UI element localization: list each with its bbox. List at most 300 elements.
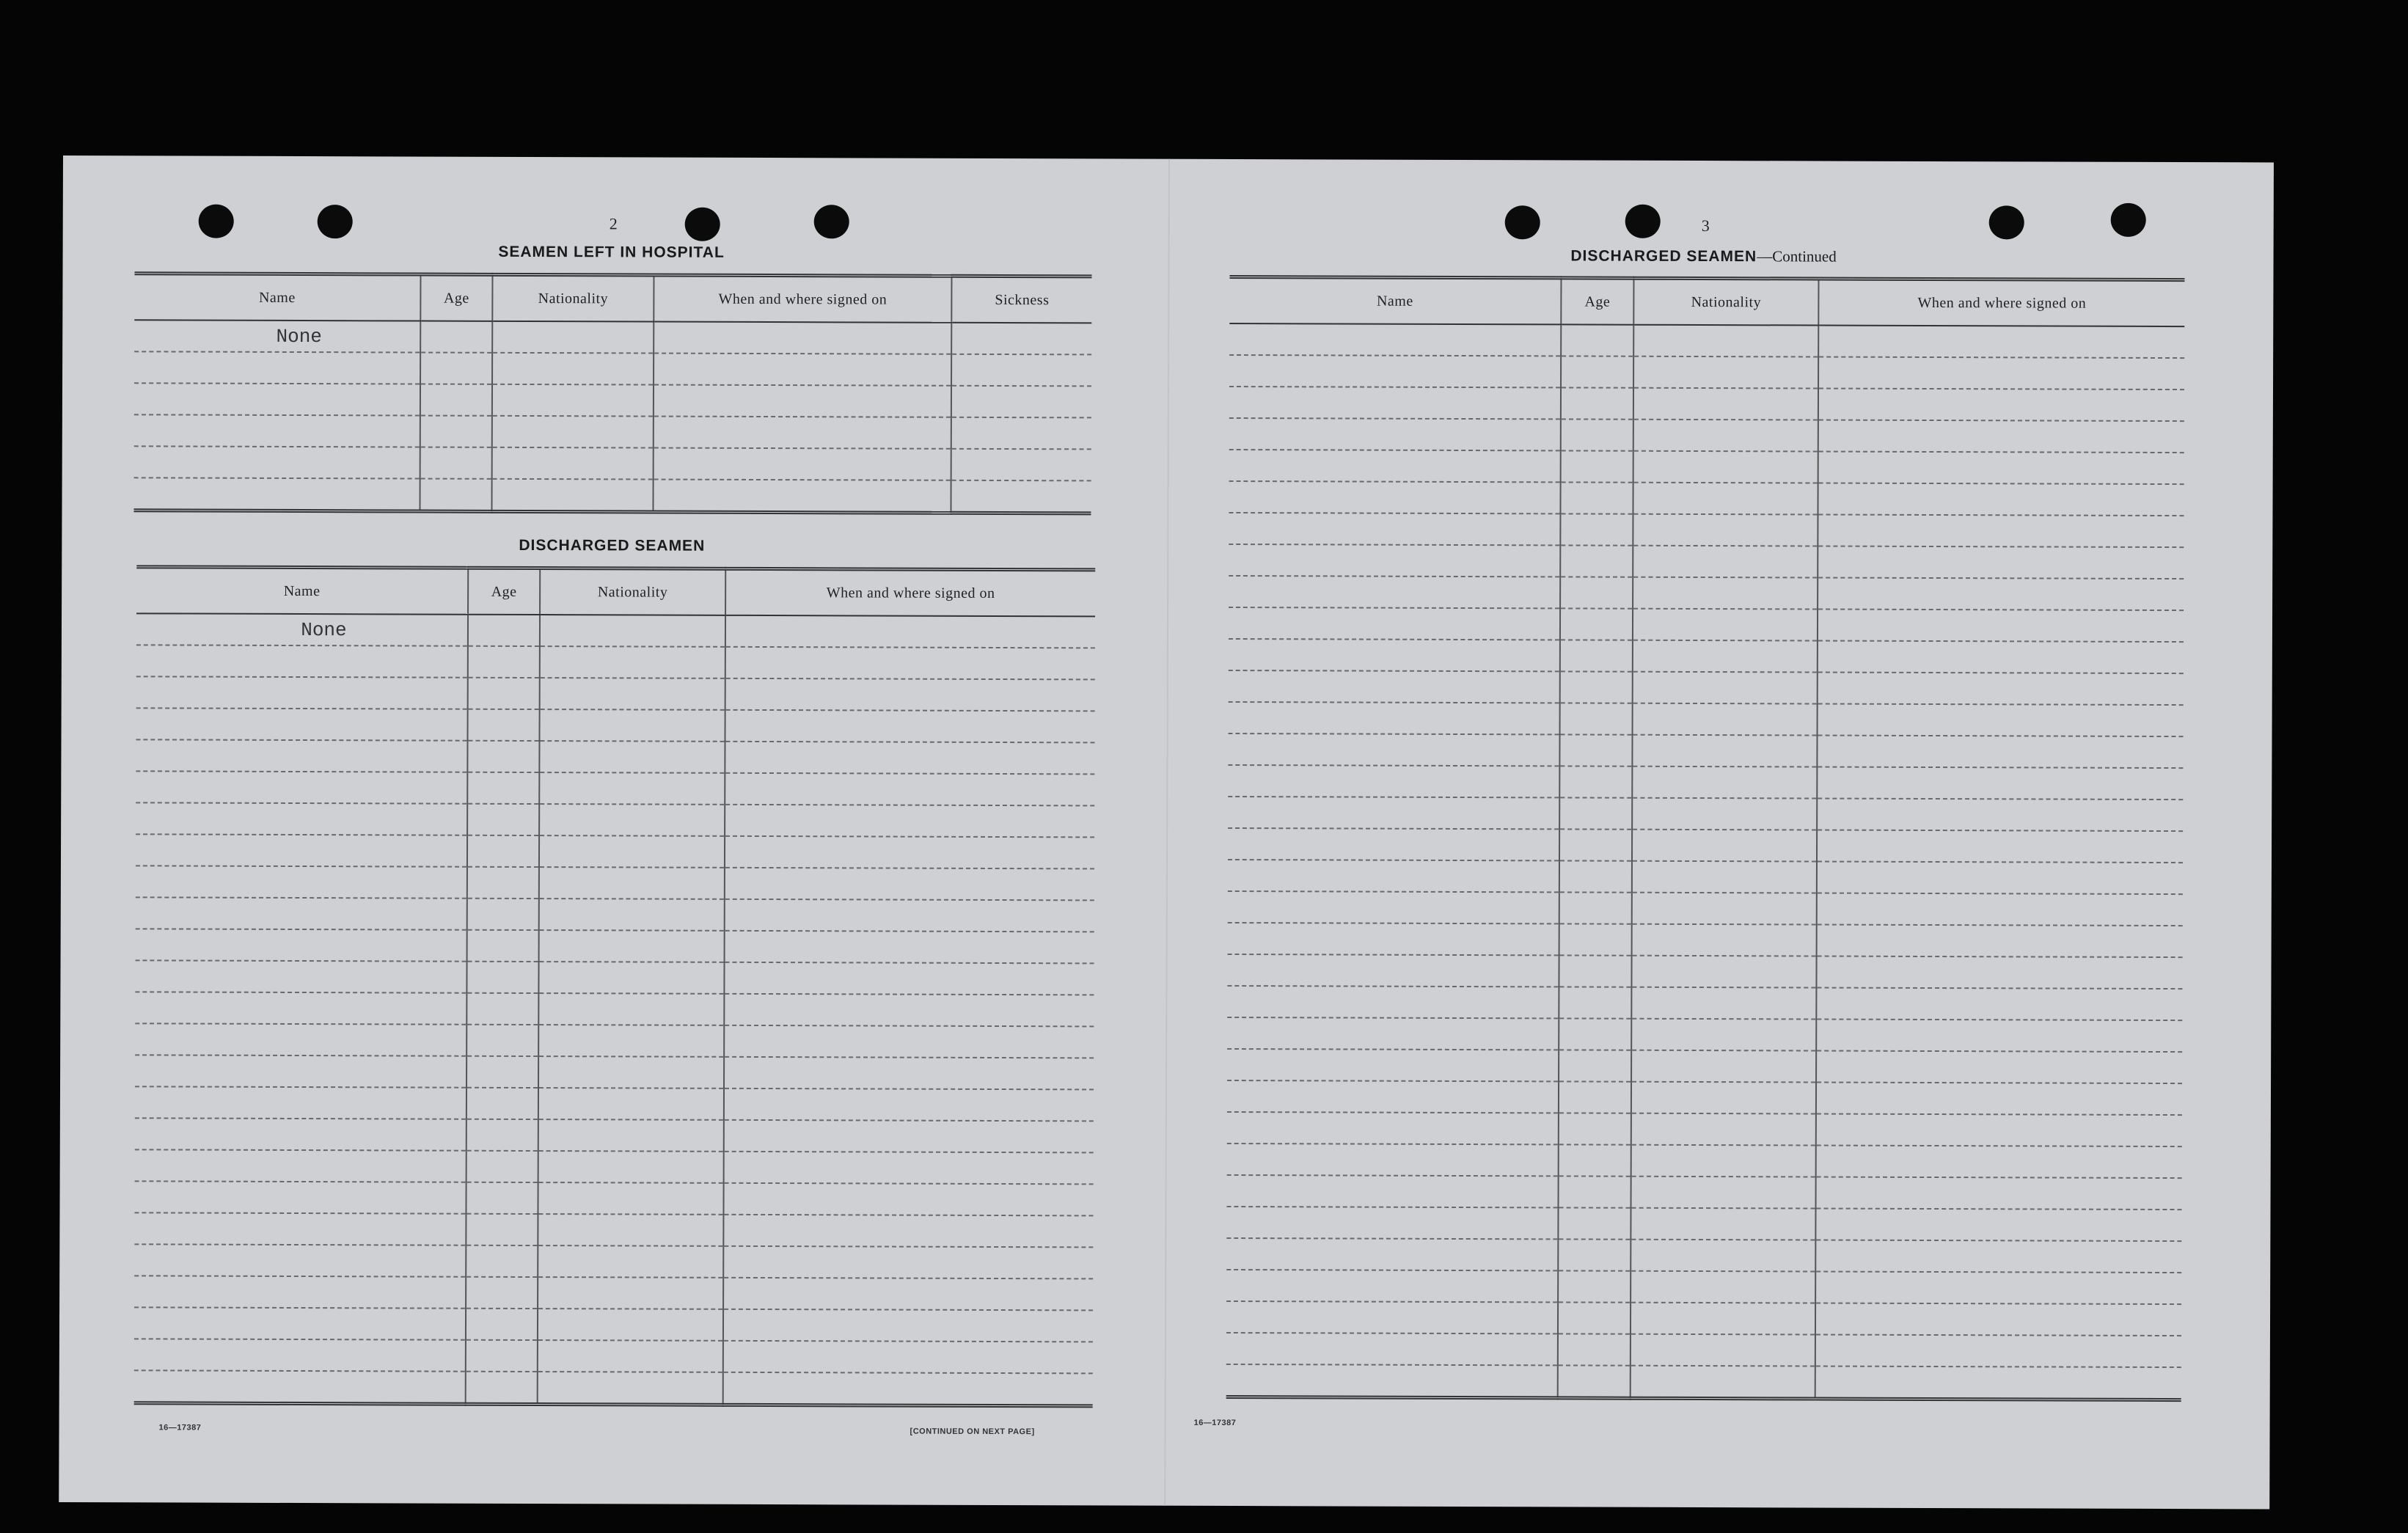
- table-cell: [538, 1277, 723, 1309]
- table-cell: [466, 1372, 538, 1405]
- table-cell: [134, 1212, 466, 1245]
- table-row: [1226, 1270, 2181, 1304]
- table-cell: [1229, 418, 1561, 450]
- table-row: [1228, 733, 2183, 768]
- table-cell: [136, 676, 468, 709]
- table-row: [1228, 860, 2183, 894]
- table-cell: [466, 1119, 538, 1151]
- table-cell: [1559, 987, 1631, 1018]
- table-cell: [1818, 610, 2184, 643]
- table-cell: [1632, 766, 1817, 799]
- table-cell: [1558, 1365, 1631, 1398]
- table-cell: [1816, 1051, 2182, 1084]
- table-row: [134, 414, 1091, 449]
- table-row: [1229, 481, 2184, 516]
- table-cell: [1226, 1238, 1558, 1270]
- table-row: [1228, 797, 2183, 831]
- table-row: [135, 1023, 1094, 1058]
- table-cell: [724, 962, 1094, 995]
- table-cell: [136, 708, 467, 740]
- table-row: [134, 1181, 1093, 1215]
- table-cell: [1818, 641, 2184, 674]
- table-cell: [1818, 357, 2184, 390]
- table-cell: [136, 771, 467, 803]
- table-cell: [1559, 955, 1631, 987]
- table-cell: [1559, 1081, 1631, 1113]
- table-cell: [951, 323, 1091, 355]
- table-cell: [466, 1025, 538, 1056]
- table-row: [1229, 355, 2184, 389]
- table-row: [134, 351, 1091, 386]
- table-cell: [725, 710, 1094, 743]
- table-cell: [467, 741, 539, 772]
- table-cell: [1815, 1303, 2181, 1336]
- table-cell: [725, 647, 1095, 680]
- table-row: [1226, 1207, 2181, 1241]
- table-cell: [538, 1245, 723, 1278]
- table-cell: [539, 772, 725, 805]
- table-cell: [723, 1183, 1093, 1216]
- table-cell: [1631, 1177, 1816, 1209]
- table-cell: [1816, 1114, 2182, 1147]
- column-header-when-and-where-signed-on: When and where signed on: [1818, 279, 2184, 326]
- table-cell: [1228, 765, 1559, 797]
- table-cell: [1229, 544, 1560, 577]
- table-cell: [1228, 828, 1559, 860]
- table-cell: [1226, 1364, 1558, 1398]
- left-page: [59, 156, 1168, 1506]
- table-row: [136, 929, 1094, 963]
- table-cell: [1560, 608, 1633, 640]
- table-cell: [1633, 325, 1818, 357]
- table-cell: [492, 353, 654, 385]
- table-cell: [1631, 956, 1816, 988]
- table-cell: [1631, 1019, 1816, 1051]
- table-cell: [1561, 387, 1633, 419]
- table-cell: [539, 741, 725, 773]
- table-cell: [725, 742, 1094, 775]
- table-cell: [1558, 1270, 1631, 1302]
- table-row: [134, 1339, 1093, 1373]
- table-row: [134, 1307, 1093, 1342]
- form-number: 16—17387: [1193, 1418, 1237, 1428]
- table-cell: [1816, 956, 2182, 989]
- table-cell: [1228, 891, 1559, 923]
- table-cell: [420, 447, 492, 479]
- table-cell: [1559, 1018, 1631, 1050]
- table-cell: [492, 416, 654, 448]
- table-cell: [654, 354, 951, 386]
- title-main: DISCHARGED SEAMEN: [1570, 247, 1757, 266]
- table-cell: [723, 1372, 1093, 1406]
- table-row: [1229, 607, 2184, 642]
- table-cell: [1561, 324, 1633, 356]
- table-row: [135, 1149, 1094, 1184]
- table-row: [1229, 450, 2184, 484]
- table-cell: [1559, 734, 1632, 766]
- table-cell: [467, 867, 539, 899]
- table-cell: [1815, 1272, 2181, 1305]
- table-cell: [538, 1119, 724, 1152]
- table-cell: [1227, 954, 1559, 987]
- form-number: 16—17387: [158, 1423, 202, 1433]
- table-cell: [1632, 735, 1817, 767]
- table-row: [134, 1212, 1093, 1247]
- table-row: [136, 802, 1094, 837]
- table-row: [1228, 923, 2183, 957]
- table-cell: [466, 1309, 538, 1340]
- table-cell: [723, 1341, 1093, 1374]
- table-cell: [538, 1340, 723, 1372]
- table-cell: [135, 1055, 466, 1087]
- table-row: [1226, 1333, 2181, 1367]
- table-row: [134, 1244, 1093, 1278]
- table-row: [1227, 1112, 2182, 1146]
- table-cell: [1631, 1145, 1816, 1177]
- table-cell: [468, 615, 540, 646]
- table-cell: [1229, 481, 1560, 513]
- table-cell: [1559, 1113, 1631, 1144]
- column-header-age: Age: [420, 274, 492, 321]
- table-cell: [466, 993, 538, 1025]
- table-cell: [1818, 546, 2184, 579]
- table-cell: [1816, 1083, 2182, 1116]
- table-row: [136, 834, 1094, 868]
- table-row: [1228, 828, 2183, 863]
- hospital-section-title: SEAMEN LEFT IN HOSPITAL: [498, 243, 725, 261]
- table-cell: [725, 773, 1094, 806]
- table-cell: [1818, 326, 2184, 359]
- table-row: [1229, 670, 2184, 705]
- table-cell: [1817, 767, 2183, 800]
- table-row: [134, 446, 1091, 480]
- table-cell: [951, 386, 1091, 418]
- table-cell: [1633, 388, 1818, 420]
- table-cell: [1229, 670, 1560, 703]
- table-cell: [1559, 829, 1632, 860]
- table-cell: [724, 1120, 1094, 1153]
- title-suffix: —Continued: [1757, 247, 1837, 266]
- column-header-nationality: Nationality: [492, 274, 654, 321]
- table-cell: [1560, 577, 1633, 608]
- column-header-nationality: Nationality: [540, 568, 725, 615]
- table-cell: [468, 646, 540, 678]
- table-cell: [1558, 1239, 1631, 1270]
- table-cell: [1815, 1366, 2181, 1400]
- table-cell: [654, 448, 951, 480]
- table-cell: [468, 678, 540, 709]
- table-cell: [1632, 830, 1817, 862]
- table-cell: [1816, 1146, 2182, 1179]
- table-row: [136, 708, 1094, 742]
- table-cell: [538, 1088, 724, 1120]
- table-cell: [1817, 799, 2183, 832]
- table-cell: [136, 897, 467, 929]
- table-cell: [538, 1309, 723, 1341]
- table-cell: [467, 930, 539, 962]
- table-row: [1229, 639, 2184, 673]
- table-cell: [538, 1056, 724, 1089]
- table-row: [135, 992, 1094, 1026]
- table-row: [1226, 1364, 2181, 1400]
- table-cell: [1818, 389, 2184, 422]
- table-cell: [467, 804, 539, 835]
- table-cell: [539, 709, 725, 742]
- table-cell: [1817, 830, 2183, 863]
- table-cell: [1560, 482, 1633, 513]
- table-cell: [467, 709, 539, 741]
- table-cell: [723, 1215, 1093, 1248]
- table-cell: [466, 1214, 538, 1245]
- table-cell: [1818, 452, 2184, 485]
- table-cell: [1817, 736, 2183, 769]
- column-header-age: Age: [468, 568, 540, 615]
- table-cell: [538, 1214, 723, 1246]
- right-page: [1164, 159, 2274, 1510]
- table-cell: [1633, 514, 1818, 546]
- table-cell: [1559, 892, 1632, 923]
- table-cell: [136, 645, 468, 677]
- hospital-table: [133, 271, 1091, 515]
- table-cell: [539, 804, 725, 836]
- table-row: [1228, 765, 2183, 800]
- table-cell: [723, 1278, 1093, 1311]
- table-cell: [951, 449, 1091, 481]
- table-row: [136, 739, 1094, 774]
- discharged-continued-table: [1226, 275, 2185, 1402]
- table-cell: [134, 414, 420, 447]
- table-cell: [1558, 1302, 1631, 1333]
- table-cell: [1559, 797, 1632, 829]
- table-cell: [1633, 577, 1818, 610]
- table-cell: [134, 1244, 466, 1276]
- table-cell: [1560, 640, 1633, 671]
- page-number: 2: [609, 214, 618, 233]
- table-row: [1229, 576, 2184, 610]
- table-cell: [1632, 861, 1817, 893]
- table-cell: [1226, 1207, 1558, 1239]
- table-cell: [136, 834, 467, 866]
- table-cell: [134, 446, 420, 478]
- table-cell: [1229, 387, 1561, 419]
- column-header-when-and-where-signed-on: When and where signed on: [654, 275, 951, 323]
- table-row: [135, 960, 1094, 995]
- table-cell: [1816, 1177, 2182, 1210]
- table-cell: [1227, 1144, 1559, 1176]
- table-cell: [1633, 672, 1818, 704]
- table-row: [1229, 544, 2184, 579]
- table-cell: [492, 384, 654, 417]
- table-row: [136, 676, 1095, 711]
- column-header-name: Name: [1229, 277, 1561, 324]
- table-cell: [1816, 1020, 2182, 1053]
- table-cell: [1561, 419, 1633, 450]
- table-cell: [1228, 923, 1559, 955]
- table-row: [1226, 1301, 2181, 1336]
- table-cell: [1631, 1303, 1815, 1335]
- table-cell: [1633, 451, 1818, 483]
- table-cell: [724, 994, 1094, 1027]
- table-cell: [725, 805, 1094, 838]
- table-cell: [466, 962, 538, 993]
- table-cell: [1229, 607, 1560, 640]
- table-cell: [539, 930, 725, 962]
- table-cell: [467, 835, 539, 867]
- table-row: [135, 1055, 1094, 1089]
- table-row: [1229, 513, 2184, 547]
- table-row: [134, 1370, 1093, 1406]
- table-cell: [134, 1370, 466, 1404]
- table-cell: [1228, 797, 1559, 829]
- discharged-table: [134, 565, 1096, 1408]
- table-cell: [1229, 450, 1561, 482]
- table-cell: [1227, 1112, 1559, 1144]
- table-cell: [135, 1118, 466, 1150]
- table-cell: [1817, 893, 2183, 926]
- table-cell: [538, 1151, 724, 1183]
- table-cell: [467, 772, 539, 804]
- table-cell: [1815, 1209, 2181, 1242]
- table-cell: [1560, 671, 1633, 703]
- table-cell: [136, 739, 467, 772]
- table-cell: [1228, 733, 1559, 766]
- table-cell: [1631, 1113, 1816, 1146]
- column-header-age: Age: [1561, 278, 1633, 325]
- table-cell: [1560, 703, 1633, 734]
- table-cell: [1227, 1175, 1559, 1207]
- table-cell: [1632, 924, 1817, 956]
- table-row: [1227, 1080, 2182, 1115]
- table-row: [1227, 986, 2182, 1020]
- table-cell: [723, 1309, 1093, 1342]
- table-cell: [724, 1025, 1094, 1058]
- table-cell: [136, 802, 467, 835]
- table-cell: [951, 354, 1091, 387]
- table-cell: [540, 678, 725, 710]
- table-cell: [1631, 1208, 1815, 1240]
- table-cell: [466, 1056, 538, 1088]
- table-cell: [539, 899, 725, 931]
- table-cell: [538, 1372, 723, 1405]
- table-cell: [538, 1182, 723, 1215]
- table-row: [1227, 1017, 2182, 1052]
- table-cell: [1815, 1240, 2181, 1273]
- table-cell: [135, 1023, 466, 1055]
- table-cell: [951, 480, 1091, 513]
- table-cell: [1815, 1335, 2181, 1368]
- table-cell: [135, 1086, 466, 1119]
- table-cell: [1229, 323, 1561, 356]
- table-cell: [1228, 860, 1559, 892]
- page-number: 3: [1701, 216, 1710, 235]
- table-cell: [1631, 1366, 1815, 1399]
- table-cell: [725, 899, 1094, 932]
- table-cell: [725, 615, 1095, 648]
- table-row: [1229, 323, 2184, 358]
- table-cell: [134, 1307, 466, 1339]
- table-row: [1227, 1049, 2182, 1083]
- table-cell: [1631, 1334, 1815, 1366]
- table-cell: [466, 1277, 538, 1309]
- table-cell: [1227, 986, 1559, 1018]
- table-cell: [951, 417, 1091, 450]
- table-cell: [1817, 925, 2183, 958]
- table-cell: [725, 931, 1094, 964]
- table-cell: [466, 1088, 538, 1119]
- table-cell: [653, 480, 951, 513]
- table-cell: [1558, 1333, 1631, 1365]
- table-cell: [1226, 1333, 1558, 1365]
- table-cell: [654, 417, 951, 449]
- table-cell: [134, 351, 420, 384]
- table-cell: [724, 1089, 1094, 1122]
- table-row: [134, 320, 1091, 354]
- table-cell: [1631, 1050, 1816, 1083]
- table-cell: [135, 960, 466, 992]
- table-cell: [134, 1181, 466, 1213]
- table-cell: [492, 447, 654, 480]
- table-cell: [1229, 513, 1560, 545]
- table-cell: [725, 678, 1095, 711]
- table-cell: [134, 383, 420, 415]
- table-cell: [1817, 862, 2183, 895]
- table-cell: [1559, 766, 1632, 797]
- table-cell: [1633, 420, 1818, 452]
- table-cell: None: [134, 320, 420, 352]
- table-cell: [1559, 1144, 1631, 1176]
- table-cell: [1227, 1049, 1559, 1081]
- table-cell: [1633, 703, 1818, 736]
- table-cell: [540, 615, 725, 647]
- table-cell: [1229, 702, 1560, 734]
- table-cell: [134, 1339, 466, 1371]
- table-cell: [1229, 355, 1561, 387]
- table-cell: [1229, 576, 1560, 608]
- table-cell: [466, 1182, 538, 1214]
- table-cell: [1818, 420, 2184, 453]
- discharged-continued-title: [1227, 246, 2181, 267]
- table-row: [135, 1086, 1094, 1121]
- table-cell: [135, 1149, 466, 1182]
- table-cell: [1558, 1207, 1631, 1239]
- table-row: [1227, 1175, 2182, 1210]
- table-row: [136, 645, 1095, 679]
- table-cell: [420, 384, 492, 416]
- table-cell: [1226, 1270, 1558, 1302]
- table-row: [134, 383, 1091, 417]
- table-row: [136, 771, 1094, 805]
- table-cell: [136, 866, 467, 898]
- table-cell: [724, 1057, 1094, 1090]
- table-cell: [1816, 988, 2182, 1021]
- table-cell: [1818, 704, 2184, 737]
- table-row: [136, 897, 1094, 932]
- table-cell: [1818, 578, 2184, 611]
- table-cell: [654, 385, 951, 417]
- discharged-section-title: DISCHARGED SEAMEN: [519, 536, 706, 555]
- table-row: [134, 1276, 1093, 1310]
- table-cell: [1818, 515, 2184, 548]
- table-cell: [1632, 893, 1817, 925]
- table-cell: [467, 899, 539, 930]
- table-cell: [538, 993, 724, 1025]
- table-cell: [420, 416, 492, 447]
- table-row: [1228, 891, 2183, 926]
- column-header-sickness: Sickness: [951, 276, 1091, 323]
- document-sheet: [59, 156, 2274, 1509]
- continued-note: [CONTINUED ON NEXT PAGE]: [910, 1427, 1035, 1437]
- table-cell: [654, 322, 951, 354]
